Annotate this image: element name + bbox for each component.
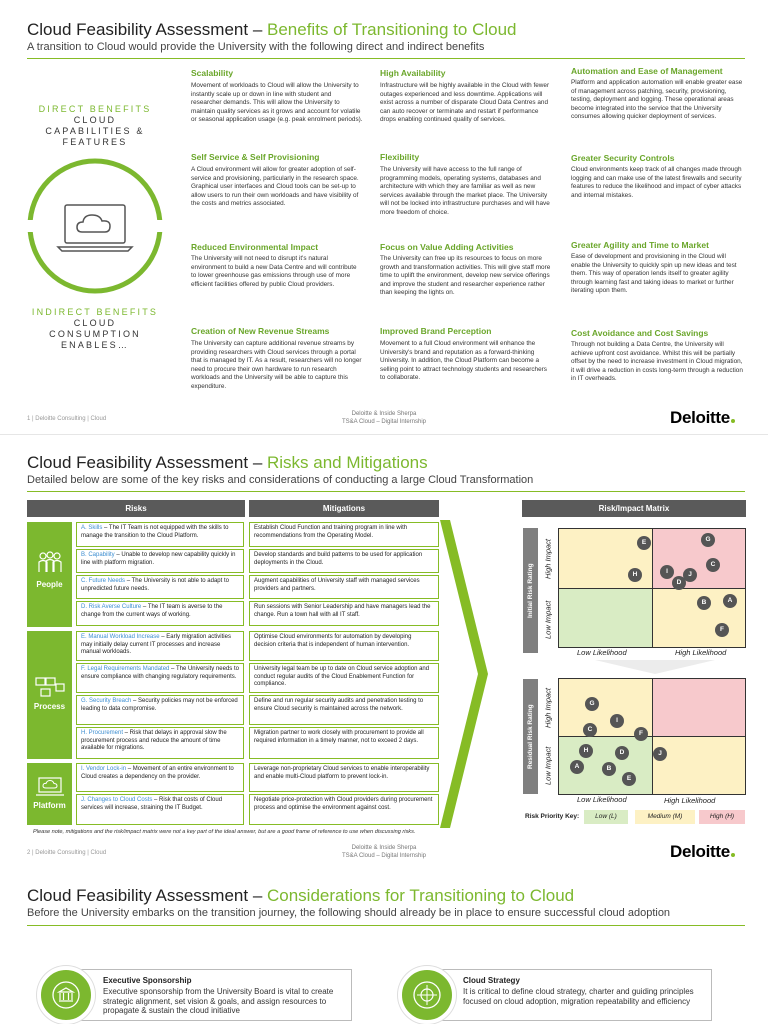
- mitigation-cell: Run sessions with Senior Leadership and have managers lead the change. Run a town hall with all IT staff.: [249, 601, 439, 626]
- benefit-heading: Automation and Ease of Management: [571, 66, 723, 76]
- card-title: Executive Sponsorship: [103, 976, 192, 985]
- risk-point-a: A: [570, 760, 584, 774]
- risk-text: – Security policies may not be enforced leading to data compromise.: [81, 698, 238, 712]
- high-impact-label: High Impact: [543, 538, 553, 579]
- compass-icon: [402, 970, 452, 1020]
- risk-key: D. Risk Averse Culture: [81, 604, 142, 610]
- benefit-text: Platform and application automation will enable greater ease of management across patching, security, provisioning, testing, deployment and logging. These operational areas become integrated into the service that the University consumes allowing quicker deployment of services.: [571, 79, 743, 121]
- benefit-text: The University will not need to disrupt it's natural environment to build a new Data Centre and will contribute to lower greenhouse gas emissions through use of more efficient facilities offered by public Cloud providers.: [191, 255, 357, 288]
- high-impact-label: High Impact: [543, 687, 553, 729]
- mitigation-cell: Develop standards and build patterns to be used for application deployments in the Cloud.: [249, 549, 439, 573]
- mitigation-cell: Migration partner to work closely with procurement to provide all required information in a timely manner, not to exceed 2 days.: [249, 727, 439, 759]
- risks-header: Risks: [27, 500, 245, 517]
- cloud-laptop-icon: [58, 205, 132, 251]
- key-low: Low (L): [584, 810, 628, 824]
- benefits-ring-graphic: [20, 150, 170, 302]
- quadrant-low: [559, 588, 652, 647]
- benefit-heading: Improved Brand Perception: [380, 326, 492, 336]
- risk-text: – The University needs to ensure compliance with changing regulatory requirements.: [81, 666, 239, 680]
- risk-key: I. Vendor Lock-in: [81, 766, 127, 772]
- high-likelihood-label: High Likelihood: [664, 796, 716, 805]
- slide-separator: [0, 434, 768, 435]
- risk-point-h: H: [628, 568, 642, 582]
- benefit-text: A Cloud environment will allow for greater adoption of self-service and provisioning, particularly in the research space. Graphical user interfaces and Cloud tools can be set-up to allow users to run their own workloads and have visibility of the costs and metrics associated.: [191, 166, 359, 208]
- process-icon: [34, 675, 66, 699]
- direct-benefits-label: DIRECT BENEFITS CLOUD CAPABILITIES & FEATURES: [38, 104, 152, 147]
- matrix-header: Risk/Impact Matrix: [522, 500, 746, 517]
- benefit-text: Infrastructure will be highly available in the Cloud with fewer outages experienced and less downtime. Applications will exist across a number of disparate Cloud Data Centres and can auto recover or terminate and restart if performance drops enabling continued quality of services.: [380, 82, 550, 124]
- risk-point-e: E: [622, 772, 636, 786]
- card-text: Executive sponsorship from the University Board is vital to create strategic alignment, set vision & goals, and assign resources to propagate & sustain the cloud initiative: [103, 987, 334, 1015]
- benefit-heading: Self Service & Self Provisioning: [191, 152, 320, 162]
- sponsorship-badge: [37, 966, 95, 1024]
- risk-text: – The University is not able to adapt to unpredicted future needs.: [81, 578, 229, 592]
- risk-cell: [76, 727, 244, 759]
- initial-risk-label: Initial Risk Rating: [523, 528, 538, 653]
- risk-key: F. Legal Requirements Mandated: [81, 666, 170, 672]
- risk-point-h: H: [579, 744, 593, 758]
- risk-text: – Movement of an entire environment to Cloud creates a dependency on the provider.: [81, 766, 234, 780]
- risk-text: – Risk that delays in approval slow the procurement process and reduce the amount of time available for migrations.: [81, 730, 227, 751]
- mitigation-cell: Leverage non-proprietary Cloud services to enable interoperability and enable multi-Cloud platform to prevent lock-in.: [249, 763, 439, 792]
- risk-point-j: J: [653, 747, 667, 761]
- institution-icon: [41, 970, 91, 1020]
- benefit-text: Movement of workloads to Cloud will allow the University to instantly scale up or down in line with student and researcher demands. This will allow the University to maintain quality services as it grows and account for volatile or seasonal application usage (e.g. peak enrolment periods).: [191, 82, 363, 124]
- mitigation-cell: Establish Cloud Function and training program in line with recommendations from the Operating Model.: [249, 522, 439, 547]
- risk-key: E. Manual Workload Increase: [81, 634, 160, 640]
- page-title: Cloud Feasibility Assessment – Benefits of Transitioning to Cloud: [27, 20, 517, 39]
- low-impact-label: Low Impact: [543, 746, 553, 786]
- risk-point-e: E: [637, 536, 651, 550]
- category-process: Process: [27, 631, 72, 759]
- benefit-text: The University can free up its resources to focus on more growth and transformation activities. This will give staff more time to uplift the environment, develop new service offerings and improve the student and researcher experience rather than keeping the lights on.: [380, 255, 551, 297]
- benefit-heading: Creation of New Revenue Streams: [191, 326, 330, 336]
- benefit-text: Ease of development and provisioning in the Cloud will enable the University to quickly spin up new ideas and test them. This way of operation lends itself to greater agility through learning fast and taking ideas to market or further iterating upon them.: [571, 253, 737, 295]
- risk-cell: [76, 601, 244, 626]
- footer-center: Deloitte & Inside Sherpa TS&A Cloud – Digital Internship: [341, 411, 427, 425]
- quadrant-medium: [652, 736, 745, 794]
- note: Please note, mitigations and the risk/impact matrix were not a key part of the ideal answer, but are a good frame of reference to use when discussing risks.: [33, 829, 416, 835]
- benefit-heading: Greater Agility and Time to Market: [571, 240, 709, 250]
- risk-point-a: A: [723, 594, 737, 608]
- benefit-text: Movement to a full Cloud environment will enhance the University's brand and reputation as a forward-thinking University. In addition, the Cloud Platform can become a selling point to attract technology students and researchers to collaborate.: [380, 340, 547, 382]
- divider: [27, 58, 745, 59]
- benefit-text: Cloud environments keep track of all changes made through logging and can make use of the latest firewalls and security features to reduce the likelihood and impact of cyber attacks and internal mistakes.: [571, 166, 742, 199]
- risk-text: – Unable to develop new capability quickly in line with platform migration.: [81, 552, 236, 566]
- divider: [27, 925, 745, 926]
- high-likelihood-label: High Likelihood: [675, 648, 727, 657]
- risk-key-label: Risk Priority Key:: [525, 813, 580, 820]
- footer-center: Deloitte & Inside Sherpa TS&A Cloud – Digital Internship: [341, 845, 427, 859]
- risk-cell: [76, 763, 244, 792]
- risk-key: G. Security Breach: [81, 698, 132, 704]
- cloud-monitor-icon: [34, 776, 66, 798]
- benefit-heading: Scalability: [191, 68, 234, 78]
- risk-text: – Early migration activities may initially delay current IT processes and increase manual workloads.: [81, 634, 231, 655]
- mitigation-cell: University legal team be up to date on Cloud service adoption and conduct regular audits of the Cloud Enablement Function for compliance.: [249, 663, 439, 693]
- risk-cell: [76, 695, 244, 725]
- deloitte-logo: Deloitte: [670, 408, 735, 428]
- footer-left: 2 | Deloitte Consulting | Cloud: [27, 850, 107, 856]
- risk-point-i: I: [660, 565, 674, 579]
- risk-key: H. Procurement: [81, 730, 124, 736]
- benefit-heading: Reduced Environmental Impact: [191, 242, 319, 252]
- risk-cell: [76, 663, 244, 693]
- category-platform: Platform: [27, 763, 72, 825]
- footer-left: 1 | Deloitte Consulting | Cloud: [27, 416, 107, 422]
- benefit-heading: Flexibility: [380, 152, 420, 162]
- residual-matrix: [558, 678, 746, 795]
- benefit-heading: High Availability: [380, 68, 446, 78]
- page-subtitle: Before the University embarks on the transition journey, the following should already be in place to ensure successful cloud adoption: [27, 907, 671, 919]
- deloitte-logo: Deloitte: [670, 842, 735, 862]
- page-subtitle: Detailed below are some of the key risks and considerations of conducting a large Cloud Transformation: [27, 474, 534, 486]
- risk-text: – The IT team is averse to the change from the current ways of working.: [81, 604, 223, 618]
- risk-point-g: G: [585, 697, 599, 711]
- divider: [27, 491, 745, 492]
- risk-point-g: G: [701, 533, 715, 547]
- category-people: People: [27, 522, 72, 627]
- page-subtitle: A transition to Cloud would provide the University with the following direct and indirect benefits: [27, 41, 485, 53]
- risk-point-d: D: [672, 576, 686, 590]
- risk-point-c: C: [706, 558, 720, 572]
- benefit-text: Through not building a Data Centre, the University will achieve upfront cost avoidance. Whilst this will be partially offset by the need to increase investment in Cloud migration, it will drive a reduction in costs long-term through a reduction in IT overheads.: [571, 341, 743, 383]
- arrow-shape: [440, 520, 490, 828]
- risk-point-d: D: [615, 746, 629, 760]
- people-icon: [35, 550, 65, 576]
- risk-key: A. Skills: [81, 525, 103, 531]
- key-medium: Medium (M): [635, 810, 695, 824]
- risk-text: – The IT Team is not equipped with the skills to manage the transition to the Cloud Platform.: [81, 525, 229, 539]
- low-likelihood-label: Low Likelihood: [577, 795, 627, 804]
- page-title: Cloud Feasibility Assessment – Risks and Mitigations: [27, 453, 428, 472]
- risk-point-i: I: [610, 714, 624, 728]
- card-title: Cloud Strategy: [463, 976, 520, 985]
- strategy-badge: [398, 966, 456, 1024]
- card-text: It is critical to define cloud strategy, charter and guiding principles focused on cloud adoption, migration repeatability and efficiency: [463, 987, 694, 1006]
- mitigation-cell: Define and run regular security audits and penetration testing to ensure Cloud security is maintained across the network.: [249, 695, 439, 725]
- risk-key: C. Future Needs: [81, 578, 126, 584]
- benefit-heading: Cost Avoidance and Cost Savings: [571, 328, 709, 338]
- low-likelihood-label: Low Likelihood: [577, 648, 627, 657]
- benefit-text: The University can capture additional revenue streams by providing researchers with Cloud services through a portal that is managed by IT. As a result, researchers will no longer need to procure their own hardware to run research workloads and the University will be able to capture this expenditure.: [191, 340, 362, 390]
- mitigations-header: Mitigations: [249, 500, 439, 517]
- risk-key: J. Changes to Cloud Costs: [81, 797, 153, 803]
- mitigation-cell: Optimise Cloud environments for automation by developing decision criteria that is independent of human intervention.: [249, 631, 439, 661]
- consideration-card: [440, 969, 712, 1021]
- risk-cell: [76, 631, 244, 661]
- down-arrow-shape: [595, 660, 715, 674]
- mitigation-cell: Augment capabilities of University staff with managed services providers and partners.: [249, 575, 439, 599]
- risk-cell: [76, 575, 244, 599]
- page-title: Cloud Feasibility Assessment – Considerations for Transitioning to Cloud: [27, 886, 575, 905]
- risk-text: – Risk that costs of Cloud services will increase, straining the IT Budget.: [81, 797, 223, 811]
- consideration-card: [80, 969, 352, 1021]
- benefit-heading: Focus on Value Adding Activities: [380, 242, 514, 252]
- risk-cell: [76, 522, 244, 547]
- initial-matrix: [558, 528, 746, 648]
- quadrant-high: [652, 679, 745, 736]
- benefit-text: The University will have access to the full range of programming models, operating systems, databases and architecture with which they are familiar as well as new services available through the market place. The University will not be locked into infrastructure purchases and will have more freedom of choice.: [380, 166, 550, 216]
- mitigation-cell: Negotiate price-protection with Cloud providers during procurement process and optimise the environment against cost.: [249, 794, 439, 825]
- risk-cell: [76, 794, 244, 825]
- risk-point-b: B: [697, 596, 711, 610]
- risk-point-f: F: [715, 623, 729, 637]
- risk-point-f: F: [634, 727, 648, 741]
- indirect-benefits-label: INDIRECT BENEFITS CLOUD CONSUMPTION ENABLES…: [31, 307, 159, 350]
- quadrant-high: [652, 529, 745, 588]
- risk-cell: [76, 549, 244, 573]
- risk-point-c: C: [583, 723, 597, 737]
- risk-point-j: J: [683, 568, 697, 582]
- residual-risk-label: Residual Risk Rating: [523, 679, 538, 794]
- low-impact-label: Low Impact: [543, 600, 553, 639]
- benefit-heading: Greater Security Controls: [571, 153, 675, 163]
- key-high: High (H): [699, 810, 745, 824]
- risk-point-b: B: [602, 762, 616, 776]
- risk-key: B. Capability: [81, 552, 115, 558]
